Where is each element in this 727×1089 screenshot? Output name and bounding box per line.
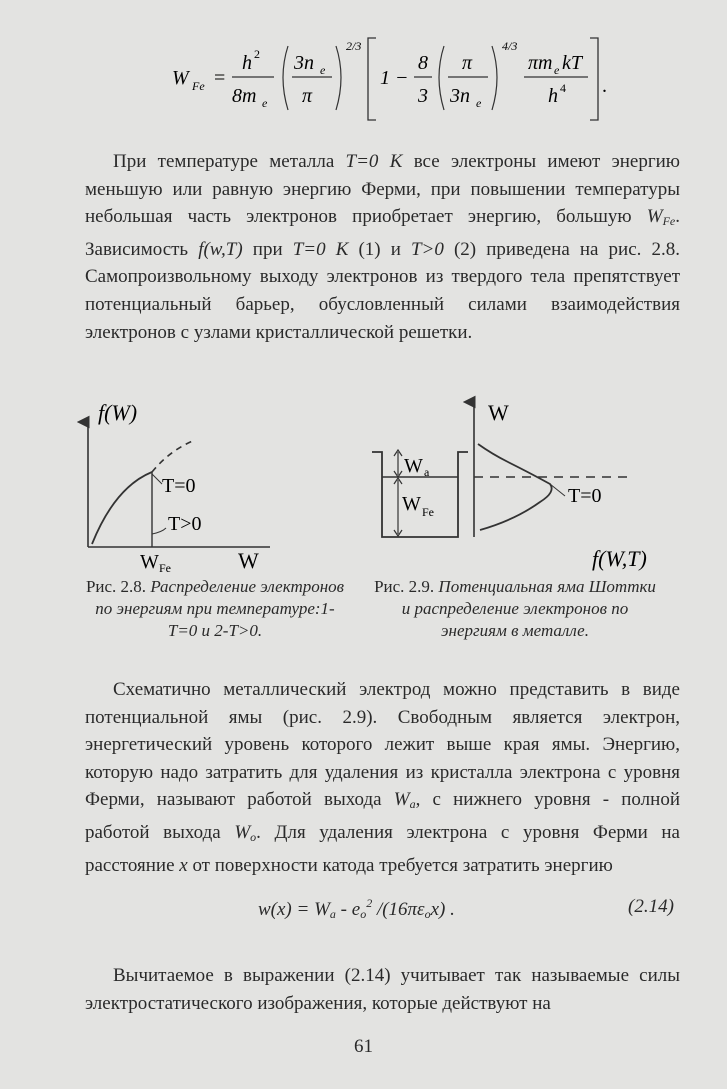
f214-tail: /(16πε [372, 899, 425, 920]
bracket-left [368, 38, 376, 120]
paren-right-1 [336, 46, 341, 110]
fig28-caption-label: Рис. 2.8. [85, 577, 151, 596]
p2-x: x [179, 854, 188, 876]
formula-eight: 8 [418, 52, 428, 74]
figure-2-9 [360, 392, 690, 572]
f214-mid: - e [335, 899, 361, 920]
p1-func: f(w,T) [198, 238, 243, 260]
fig29-distribution-curve [478, 444, 552, 530]
f214-lhs-sub: a [329, 907, 336, 921]
formula-kt: kT [562, 52, 582, 74]
fig28-xlabel-fe: W [140, 551, 159, 572]
formula-h: h [242, 52, 252, 74]
formula-3ne-2: 3n [450, 85, 470, 107]
paragraph-1 [85, 148, 680, 346]
fig28-caption [80, 576, 350, 642]
fig28-label-tgt0: T>0 [168, 513, 202, 535]
bracket-right [590, 38, 598, 120]
p1-text-5: (1) и [348, 238, 411, 260]
formula-lhs: W [172, 67, 189, 89]
formula-h4: h [548, 85, 558, 107]
paragraph-2 [85, 676, 680, 879]
p1-text-4: при [242, 238, 293, 260]
p1-text-6: (2) приведена на рис. 2.8. Самопроизвольному выходу электронов из твердого тела препятствует потенциальный барьер, обусловленный силами взаимодействия электронов с узлами кристаллической решетки. [85, 238, 680, 343]
f214-tail-end: x) . [430, 899, 455, 920]
formula-2-14 [258, 896, 455, 922]
p1-text-2: все электроны имеют энергию меньшую или равную энергию Ферми, при повышении температуры небольшая часть электронов приобретает энергию, большую [85, 151, 680, 228]
formula-pime: πm [528, 52, 553, 74]
formula-den1: 8m [232, 85, 257, 107]
page-number: 61 [354, 1036, 373, 1057]
fig28-label-line-tgt0 [152, 528, 166, 534]
formula-pime-sub: e [554, 63, 560, 77]
formula-h4-exp: 4 [560, 81, 566, 95]
p2-wo-sub: o [250, 829, 257, 844]
p2-text-3: . Для удаления электрона с уровня Ферми на расстояние [85, 821, 680, 876]
p2-wa-sub: a [409, 797, 416, 812]
fermi-energy-formula [150, 22, 620, 132]
p2-text-1: Схематично металлический электрод можно представить в виде потенциальной ямы (рис. 2.9). Свободным является электрон, энергетический уровень которого лежит выше края ямы. Энергию, которую надо затратить для удаления из кристалла электрона с уровня Ферми, называют работой выхода [85, 679, 680, 811]
p2-wo: W [234, 821, 251, 843]
p1-text-1: При температуре металла [113, 151, 346, 172]
fig29-label-wa-sub: a [424, 465, 430, 479]
formula-lhs-sub: Fe [192, 79, 205, 93]
fig29-caption-text: Потенциальная яма Шоттки и распределение электронов по энергиям в металле. [401, 577, 656, 640]
formula-pi-2: π [462, 52, 473, 74]
fig28-xlabel-fe-sub: Fe [159, 561, 171, 572]
fig29-caption [368, 576, 662, 642]
p2-text-4: от поверхности катода требуется затратить энергию [187, 854, 613, 876]
formula-dot: . [602, 75, 607, 97]
p1-cond-1: T=0 K [345, 151, 403, 172]
fig28-xlabel: W [238, 548, 259, 572]
fig28-label-t0: T=0 [162, 475, 196, 497]
f214-mid-sup: 2 [366, 896, 373, 910]
p1-text-3: . Зависимость [85, 206, 680, 260]
fig28-ylabel: f(W) [98, 400, 138, 425]
fig29-label-wa: W [404, 455, 423, 477]
p2-wa: W [393, 789, 410, 811]
p1-cond-2: T=0 K [292, 238, 349, 260]
formula-h-exp: 2 [254, 47, 260, 61]
fig29-caption-label: Рис. 2.9. [374, 577, 439, 596]
paren-left-2 [439, 46, 444, 110]
formula-3ne-2-sub: e [476, 96, 482, 110]
formula-pi-1: π [302, 85, 313, 107]
formula-exp1: 2/3 [346, 39, 362, 53]
p3-text-1: Вычитаемое в выражении (2.14) учитывает так называемые силы электростатического изображения, которые действуют на [85, 965, 680, 1014]
p1-w-sub: Fe [662, 214, 676, 229]
p1-cond-3: T>0 [410, 238, 444, 260]
formula-three: 3 [418, 85, 428, 107]
fig28-curve-t0 [92, 472, 152, 544]
fig29-xlabel: f(W,T) [592, 546, 647, 571]
formula-3ne: 3n [294, 52, 314, 74]
fig28-curve-extension [152, 440, 195, 472]
paren-right-2 [492, 46, 497, 110]
f214-lhs: w(x) = W [258, 899, 330, 920]
formula-eq: = [214, 67, 226, 89]
formula-one-minus: 1 − [380, 67, 409, 89]
f214-tail-sub: o [424, 907, 431, 921]
formula-exp2: 4/3 [502, 39, 518, 53]
fig29-label-wfe-sub: Fe [422, 505, 434, 519]
p2-text-2: , с нижнего уровня - полной работой выхода [85, 789, 680, 843]
p1-w: W [646, 206, 663, 228]
formula-3ne-sub: e [320, 63, 326, 77]
fig29-label-t0: T=0 [568, 485, 602, 507]
fig28-label-line-t0 [152, 474, 162, 484]
paren-left-1 [283, 46, 288, 110]
formula-den1-sub: e [262, 96, 268, 110]
fig29-label-wfe: W [402, 493, 421, 515]
equation-number: (2.14) [628, 896, 674, 917]
fig29-ylabel: W [488, 400, 509, 425]
figure-2-8 [70, 392, 320, 572]
f214-mid-sub: o [360, 907, 367, 921]
paragraph-3 [85, 962, 680, 1017]
fig28-caption-text: Распределение электронов по энергиям при температуре:1- T=0 и 2-T>0. [95, 577, 345, 640]
